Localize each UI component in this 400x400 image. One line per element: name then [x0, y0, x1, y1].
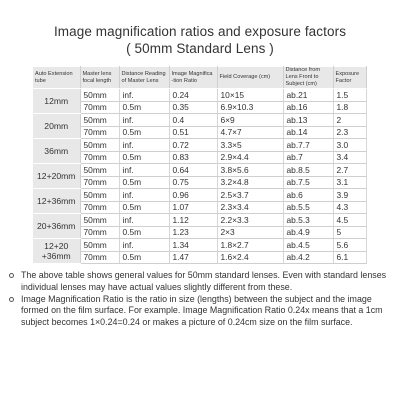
exposure-factor-cell: 3.1	[333, 176, 366, 189]
field-coverage-cell: 3.2×4.8	[217, 176, 283, 189]
table-row	[33, 189, 366, 202]
focal-length-cell: 70mm	[80, 126, 119, 139]
distance-reading-cell: inf.	[119, 214, 169, 227]
distance-reading-cell: inf.	[119, 164, 169, 177]
focal-length-cell: 70mm	[80, 151, 119, 164]
magnification-cell: 1.07	[169, 201, 217, 214]
note-text: Image Magnification Ratio is the ratio in size (lengths) between the subject and the image formed on the film surface. For example. Image Magnification Ratio 0.24x means that a 1cm subject becomes 1×0.24=0.24 or makes a picture of 0.24cm size on the film surface.	[21, 293, 383, 328]
extension-tube-cell: 12+20 +36mm	[33, 239, 80, 264]
magnification-cell: 1.34	[169, 239, 217, 252]
subject-distance-cell: ab.7.7	[283, 139, 333, 152]
table-row	[33, 214, 366, 227]
focal-length-cell: 50mm	[80, 139, 119, 152]
magnification-cell: 0.72	[169, 139, 217, 152]
header-magnification: Image Magnifica -tion Ratio	[169, 67, 217, 89]
table-row	[33, 151, 366, 164]
note-item	[8, 270, 396, 294]
focal-length-cell: 50mm	[80, 189, 119, 202]
focal-length-cell: 50mm	[80, 114, 119, 127]
exposure-factor-cell: 3.0	[333, 139, 366, 152]
subject-distance-cell: ab.4.2	[283, 251, 333, 264]
field-coverage-cell: 2.9×4.4	[217, 151, 283, 164]
extension-tube-cell: 20+36mm	[33, 214, 80, 239]
magnification-cell: 0.75	[169, 176, 217, 189]
magnification-cell: 1.47	[169, 251, 217, 264]
title-line-2: ( 50mm Standard Lens )	[126, 41, 274, 56]
subject-distance-cell: ab.6	[283, 189, 333, 202]
distance-reading-cell: inf.	[119, 114, 169, 127]
focal-length-cell: 70mm	[80, 226, 119, 239]
field-coverage-cell: 10×15	[217, 89, 283, 102]
magnification-cell: 0.83	[169, 151, 217, 164]
field-coverage-cell: 2.3×3.4	[217, 201, 283, 214]
magnification-table	[33, 66, 367, 264]
exposure-factor-cell: 2	[333, 114, 366, 127]
table-row	[33, 139, 366, 152]
note-text: The above table shows general values for 50mm standard lenses. Even with standard lenses individual lenses may have actual values slightly different from these.	[21, 270, 387, 292]
distance-reading-cell: 0.5m	[119, 176, 169, 189]
exposure-factor-cell: 2.3	[333, 126, 366, 139]
subject-distance-cell: ab.8.5	[283, 164, 333, 177]
field-coverage-cell: 3.8×5.6	[217, 164, 283, 177]
field-coverage-cell: 1.6×2.4	[217, 251, 283, 264]
subject-distance-cell: ab.14	[283, 126, 333, 139]
table-row	[33, 101, 366, 114]
table-row	[33, 114, 366, 127]
exposure-factor-cell: 1.5	[333, 89, 366, 102]
extension-tube-cell: 20mm	[33, 114, 80, 139]
table-row	[33, 251, 366, 264]
exposure-factor-cell: 1.8	[333, 101, 366, 114]
magnification-cell: 1.23	[169, 226, 217, 239]
focal-length-cell: 50mm	[80, 89, 119, 102]
field-coverage-cell: 4.7×7	[217, 126, 283, 139]
magnification-cell: 0.24	[169, 89, 217, 102]
subject-distance-cell: ab.7.5	[283, 176, 333, 189]
table-row	[33, 89, 366, 102]
distance-reading-cell: 0.5m	[119, 201, 169, 214]
header-extension-tube: Auto Extension tube	[33, 67, 80, 89]
exposure-factor-cell: 3.4	[333, 151, 366, 164]
distance-reading-cell: 0.5m	[119, 126, 169, 139]
magnification-cell: 0.4	[169, 114, 217, 127]
page-title	[0, 23, 400, 57]
table-row	[33, 226, 366, 239]
distance-reading-cell: inf.	[119, 239, 169, 252]
distance-reading-cell: 0.5m	[119, 226, 169, 239]
exposure-factor-cell: 3.9	[333, 189, 366, 202]
focal-length-cell: 70mm	[80, 251, 119, 264]
focal-length-cell: 70mm	[80, 201, 119, 214]
notes-section	[8, 270, 396, 329]
distance-reading-cell: 0.5m	[119, 101, 169, 114]
circle-bullet-icon	[9, 273, 14, 278]
subject-distance-cell: ab.13	[283, 114, 333, 127]
table-header-row	[33, 67, 366, 89]
table-row	[33, 239, 366, 252]
note-item	[8, 294, 396, 329]
extension-tube-cell: 12+20mm	[33, 164, 80, 189]
subject-distance-cell: ab.21	[283, 89, 333, 102]
field-coverage-cell: 2.5×3.7	[217, 189, 283, 202]
focal-length-cell: 50mm	[80, 239, 119, 252]
header-exposure-factor: Exposure Factor	[333, 67, 366, 89]
exposure-factor-cell: 2.7	[333, 164, 366, 177]
exposure-factor-cell: 6.1	[333, 251, 366, 264]
circle-bullet-icon	[9, 297, 14, 302]
field-coverage-cell: 6×9	[217, 114, 283, 127]
table-row	[33, 126, 366, 139]
subject-distance-cell: ab.4.9	[283, 226, 333, 239]
extension-tube-cell: 36mm	[33, 139, 80, 164]
focal-length-cell: 50mm	[80, 164, 119, 177]
magnification-cell: 0.35	[169, 101, 217, 114]
magnification-cell: 0.64	[169, 164, 217, 177]
title-line-1: Image magnification ratios and exposure factors	[53, 24, 347, 39]
subject-distance-cell: ab.16	[283, 101, 333, 114]
focal-length-cell: 50mm	[80, 214, 119, 227]
distance-reading-cell: inf.	[119, 189, 169, 202]
field-coverage-cell: 6.9×10.3	[217, 101, 283, 114]
subject-distance-cell: ab.5.3	[283, 214, 333, 227]
subject-distance-cell: ab.5.5	[283, 201, 333, 214]
exposure-factor-cell: 5.6	[333, 239, 366, 252]
table-row	[33, 164, 366, 177]
extension-tube-cell: 12+36mm	[33, 189, 80, 214]
table-row	[33, 176, 366, 189]
magnification-cell: 1.12	[169, 214, 217, 227]
table-body	[33, 89, 366, 264]
magnification-cell: 0.51	[169, 126, 217, 139]
magnification-cell: 0.96	[169, 189, 217, 202]
exposure-factor-cell: 4.5	[333, 214, 366, 227]
exposure-factor-cell: 4.3	[333, 201, 366, 214]
header-focal-length: Master lens focal length	[80, 67, 119, 89]
extension-tube-cell: 12mm	[33, 89, 80, 114]
field-coverage-cell: 1.8×2.7	[217, 239, 283, 252]
field-coverage-cell: 2.2×3.3	[217, 214, 283, 227]
header-subject-distance: Distance from Lens Front to Subject (cm)	[283, 67, 333, 89]
field-coverage-cell: 2×3	[217, 226, 283, 239]
header-distance-reading: Distance Reading of Master Lens	[119, 67, 169, 89]
focal-length-cell: 70mm	[80, 101, 119, 114]
distance-reading-cell: inf.	[119, 139, 169, 152]
table-row	[33, 201, 366, 214]
distance-reading-cell: 0.5m	[119, 251, 169, 264]
exposure-factor-cell: 5	[333, 226, 366, 239]
focal-length-cell: 70mm	[80, 176, 119, 189]
field-coverage-cell: 3.3×5	[217, 139, 283, 152]
subject-distance-cell: ab.7	[283, 151, 333, 164]
header-field-coverage: Field Coverage (cm)	[217, 67, 283, 89]
distance-reading-cell: 0.5m	[119, 151, 169, 164]
distance-reading-cell: inf.	[119, 89, 169, 102]
subject-distance-cell: ab.4.5	[283, 239, 333, 252]
